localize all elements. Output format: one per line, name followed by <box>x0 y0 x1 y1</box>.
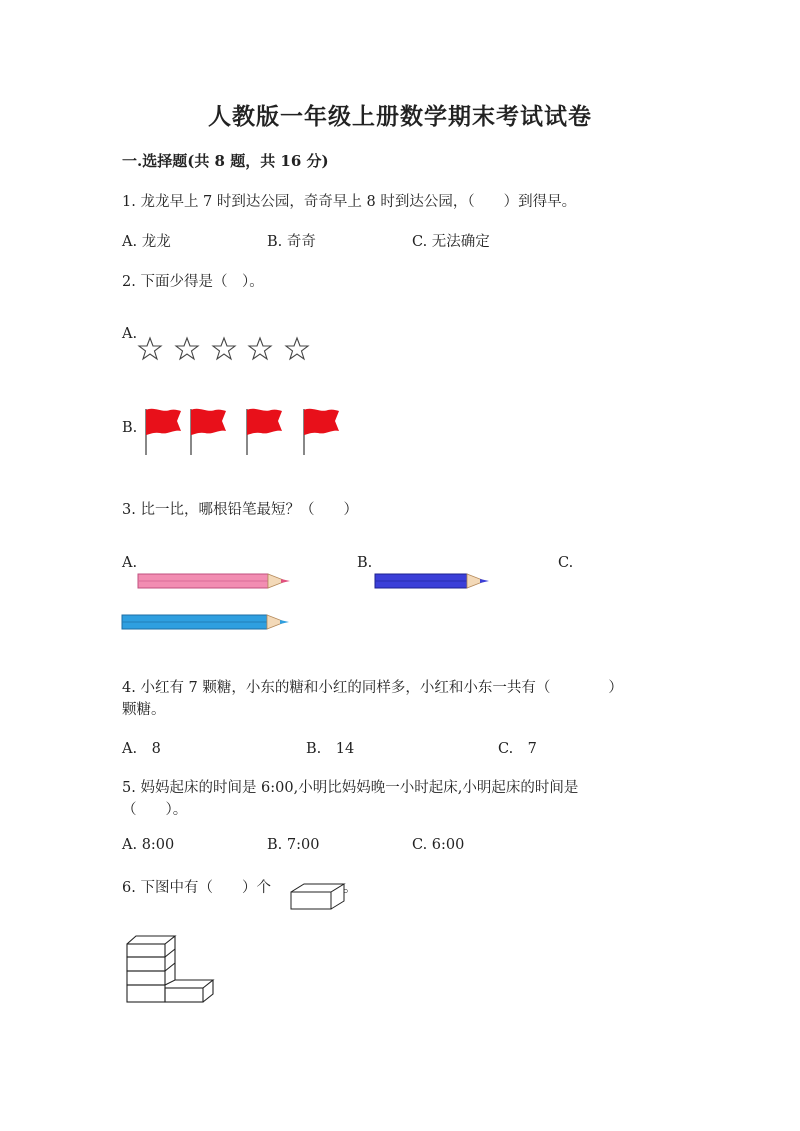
flag-icon <box>191 409 226 455</box>
question-3-option-a[interactable]: A. <box>122 555 138 571</box>
star-icon <box>213 338 235 359</box>
question-5-text: 5. 妈妈起床的时间是 6:00,小明比妈妈晚一小时起床,小明起床的时间是 <box>122 780 579 796</box>
cuboid-icon <box>290 882 348 912</box>
stacked-cuboids-figure <box>126 934 218 1006</box>
question-4-text: 4. 小红有 7 颗糖，小东的糖和小红的同样多，小红和小东一共有（ ） <box>122 680 623 696</box>
question-2-text: 2. 下面少得是（ ）。 <box>122 274 264 290</box>
question-5-option-c[interactable]: C. 6:00 <box>412 837 465 853</box>
question-5-option-a[interactable]: A. 8:00 <box>122 837 175 853</box>
flag-icon <box>304 409 339 455</box>
question-1-text: 1. 龙龙早上 7 时到达公园，奇奇早上 8 时到达公园，（ ）到得早。 <box>122 194 577 210</box>
page-title: 人教版一年级上册数学期末考试试卷 <box>208 103 592 130</box>
question-1-option-c[interactable]: C. 无法确定 <box>412 234 490 250</box>
question-2-option-a[interactable]: A. <box>122 326 138 342</box>
question-3-option-b[interactable]: B. <box>357 555 373 571</box>
question-5-option-b[interactable]: B. 7:00 <box>267 837 320 853</box>
pencil-short-blue <box>375 573 495 591</box>
question-6-text-end: 。 <box>343 880 358 896</box>
pencil-long-cyan <box>122 614 297 632</box>
star-icon <box>249 338 271 359</box>
flag-icon <box>247 409 282 455</box>
section-heading: 一.选择题(共 8 题，共 16 分) <box>122 152 329 170</box>
question-4-option-c[interactable]: C. 7 <box>498 741 537 757</box>
question-4-text-cont: 颗糖。 <box>122 702 166 718</box>
question-1-option-a[interactable]: A. 龙龙 <box>122 234 171 250</box>
star-icon <box>139 338 161 359</box>
flags-figure <box>140 405 350 457</box>
flag-icon <box>146 409 181 455</box>
pencil-long-pink <box>138 573 298 591</box>
question-4-option-b[interactable]: B. 14 <box>306 741 355 757</box>
question-4-option-a[interactable]: A. 8 <box>122 741 161 757</box>
question-6-text: 6. 下图中有（ ）个 <box>122 880 271 896</box>
question-3-option-c[interactable]: C. <box>558 555 574 571</box>
star-icon <box>286 338 308 359</box>
star-icon <box>176 338 198 359</box>
question-5-text-cont: （ ）。 <box>122 802 188 818</box>
question-2-option-b[interactable]: B. <box>122 420 138 436</box>
question-1-option-b[interactable]: B. 奇奇 <box>267 234 316 250</box>
question-3-text: 3. 比一比，哪根铅笔最短？（ ） <box>122 502 358 518</box>
stars-figure <box>138 336 318 362</box>
